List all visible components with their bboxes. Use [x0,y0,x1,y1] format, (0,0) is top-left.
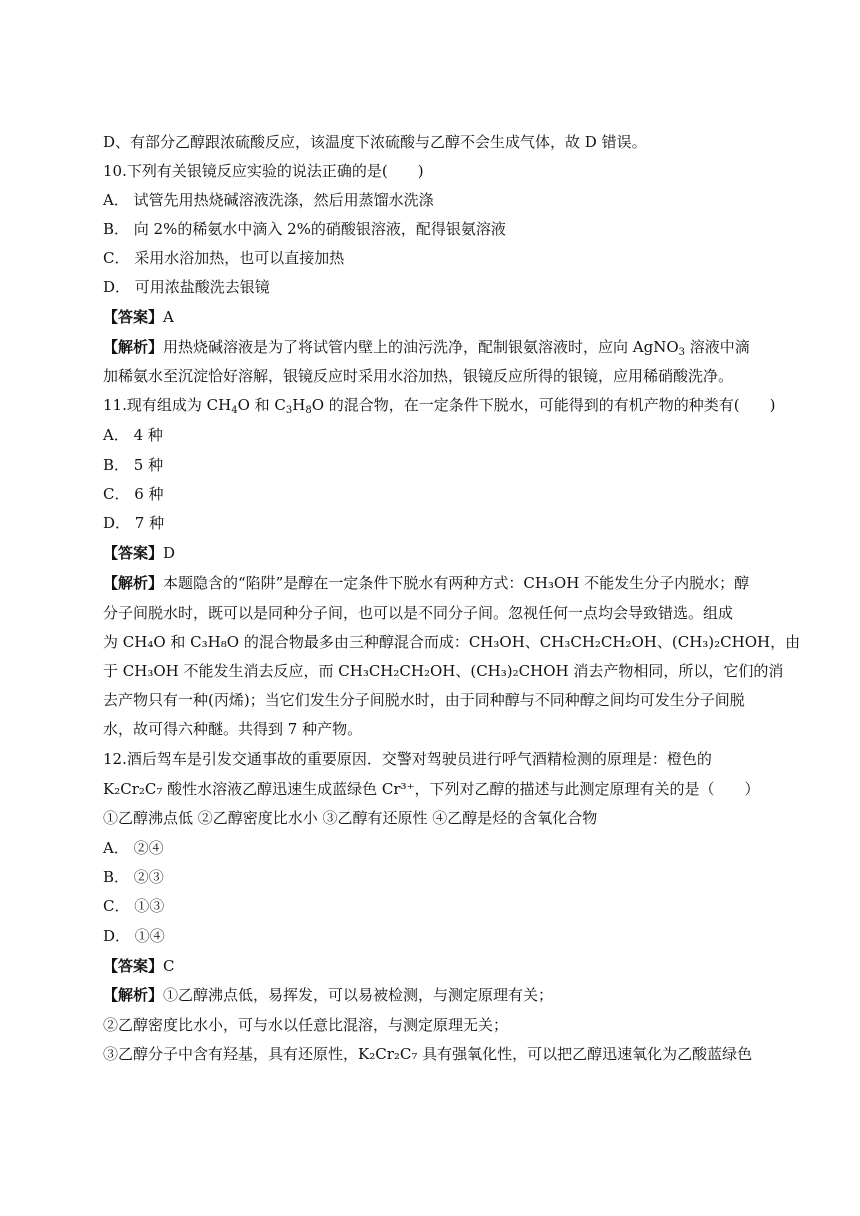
answer-value: D [163,544,176,562]
analysis-label: 【解析】 [103,338,164,356]
q11-option-b: B． 5 种 [103,456,164,474]
q11-analysis-line-2: 分子间脱水时，既可以是同种分子间，也可以是不同分子间。忽视任何一点均会导致错选。组成 [103,604,734,622]
q9-option-d-explanation: D、有部分乙醇跟浓硫酸反应，该温度下浓硫酸与乙醇不会生成气体，故 D 错误。 [103,133,647,151]
q10-option-d: D． 可用浓盐酸洗去银镜 [103,278,270,296]
q10-option-a: A． 试管先用热烧碱溶液洗涤，然后用蒸馏水洗涤 [103,191,434,209]
q10-option-c: C． 采用水浴加热，也可以直接加热 [103,249,345,267]
q11-analysis-line-5: 去产物只有一种(丙烯)；当它们发生分子间脱水时，由于同种醇与不同种醇之间均可发生分子间脱 [103,691,745,709]
answer-label: 【答案】 [103,957,164,975]
q11-analysis-line-3: 为 CH₄O 和 C₃H₈O 的混合物最多由三种醇混合而成：CH₃OH、CH₃CH₂CH₂OH、(CH₃)₂CHOH，由 [103,633,801,651]
q10-answer [103,307,174,327]
q11-option-a: A． 4 种 [103,426,163,444]
q10-analysis-line-1: 【解析】用热烧碱溶液是为了将试管内壁上的油污洗净，配制银氨溶液时，应向 AgNO$_3$ 溶液中滴 [103,338,750,358]
q12-option-b: B． ②③ [103,868,164,886]
analysis-label: 【解析】 [103,574,164,592]
q11-stem: 11.现有组成为 $CH_4O$ 和 $C_3H_8O$ 的混合物，在一定条件下脱水，可能得到的有机产物的种类有( ) [103,396,776,416]
analysis-label: 【解析】 [103,986,164,1004]
q12-statements: ①乙醇沸点低 ②乙醇密度比水小 ③乙醇有还原性 ④乙醇是烃的含氧化合物 [103,809,598,827]
answer-value: A [163,308,174,326]
q11-option-c: C． 6 种 [103,485,164,503]
answer-value: C [163,957,175,975]
q12-option-c: C． ①③ [103,897,165,915]
answer-label: 【答案】 [103,544,164,562]
q11-option-d: D． 7 种 [103,514,165,532]
q10-analysis-line-2: 加稀氨水至沉淀恰好溶解，银镜反应时采用水浴加热，银镜反应所得的银镜，应用稀硝酸洗净。 [103,367,734,385]
q12-stem-line-1: 12.酒后驾车是引发交通事故的重要原因．交警对驾驶员进行呼气酒精检测的原理是：橙色的 [103,750,712,768]
q11-answer [103,543,175,563]
q12-analysis-line-1: 【解析】①乙醇沸点低，易挥发，可以易被检测，与测定原理有关； [103,986,554,1004]
q12-stem-line-2: K₂Cr₂C₇ 酸性水溶液乙醇迅速生成蓝绿色 Cr³⁺，下列对乙醇的描述与此测定原理有关的是（ ） [103,780,760,798]
q10-option-b: B． 向 2%的稀氨水中滴入 2%的硝酸银溶液，配得银氨溶液 [103,220,506,238]
q11-analysis-line-4: 于 CH₃OH 不能发生消去反应，而 CH₃CH₂CH₂OH、(CH₃)₂CHOH 消去产物相同，所以，它们的消 [103,662,784,680]
q12-analysis-line-3: ③乙醇分子中含有羟基，具有还原性，K₂Cr₂C₇ 具有强氧化性，可以把乙醇迅速氧化为乙酸蓝绿色 [103,1045,753,1063]
q11-analysis-line-6: 水，故可得六种醚。共得到 7 种产物。 [103,720,363,738]
q12-analysis-line-2: ②乙醇密度比水小，可与水以任意比混溶，与测定原理无关； [103,1016,509,1034]
answer-label: 【答案】 [103,308,164,326]
q10-stem: 10.下列有关银镜反应实验的说法正确的是( ) [103,162,424,180]
q12-option-d: D． ①④ [103,927,165,945]
q12-answer [103,956,175,976]
q11-analysis-line-1: 【解析】本题隐含的“陷阱”是醇在一定条件下脱水有两种方式：CH₃OH 不能发生分子内脱水；醇 [103,574,750,592]
q12-option-a: A． ②④ [103,839,164,857]
